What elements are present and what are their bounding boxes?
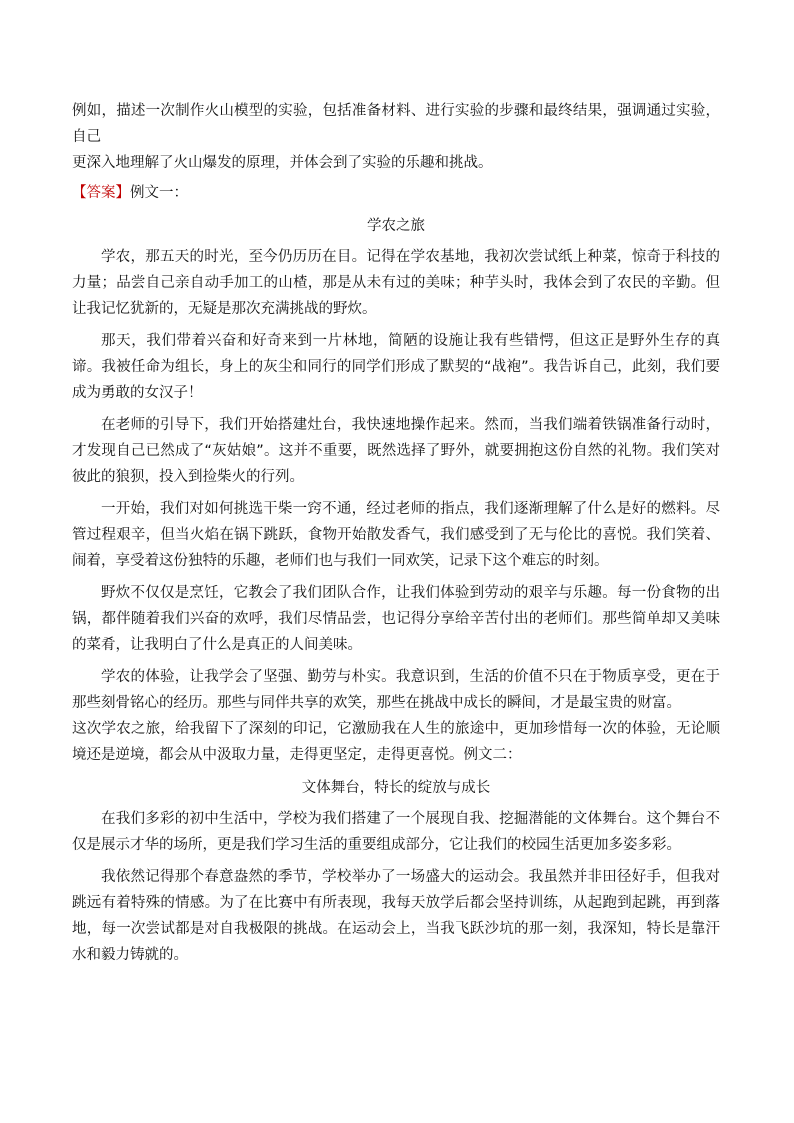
essay1-title: 学农之旅 [367,218,425,234]
essay1-paragraph: 学农的体验，让我学会了坚强、勤劳与朴实。我意识到，生活的价值不只在于物质享受，更在于那些刻骨铭心的经历。那些与同伴共享的欢笑，那些在挑战中成长的瞬间，才是最宝贵的财富。 [72,669,720,711]
essay2-title: 文体舞台，特长的绽放与成长 [301,780,491,796]
intro-line-2: 更深入地理解了火山爆发的原理，并体会到了实验的乐趣和挑战。 [72,155,493,171]
essay1-paragraph: 在老师的引导下，我们开始搭建灶台，我快速地操作起来。然而，当我们端着铁锅准备行动时，才发现自己已然成了“灰姑娘”。这并不重要，既然选择了野外，就要拥抱这份自然的礼物。我们笑对彼此的狼狈，投入到捡柴火的行列。 [72,417,720,485]
essay2-paragraph: 我依然记得那个春意盎然的季节，学校举办了一场盛大的运动会。我虽然并非田径好手，但我对跳远有着特殊的情感。为了在比赛中有所表现，我每天放学后都会坚持训练，从起跑到起跳，再到落地，每一次尝试都是对自我极限的挑战。在运动会上，当我飞跃沙坑的那一刻，我深知，特长是靠汗水和毅力铸就的。 [72,869,720,963]
essay1-paragraph: 学农，那五天的时光，至今仍历历在目。记得在学农基地，我初次尝试纸上种菜，惊奇于科技的力量；品尝自己亲自动手加工的山楂，那是从未有过的美味；种芋头时，我体会到了农民的辛勤。但让我记忆犹新的，无疑是那次充满挑战的野炊。 [72,249,720,317]
answer-text: 例文一： [130,185,188,201]
intro-paragraph [72,98,720,176]
essay1-paragraph: 一开始，我们对如何挑选干柴一窍不通，经过老师的指点，我们逐渐理解了什么是好的燃料。尽管过程艰辛，但当火焰在锅下跳跃，食物开始散发香气，我们感受到了无与伦比的喜悦。我们笑着、闹着，享受着这份独特的乐趣，老师们也与我们一同欢笑，记录下这个难忘的时刻。 [72,501,720,569]
answer-heading [72,180,720,206]
essay1-paragraph: 那天，我们带着兴奋和好奇来到一片林地，简陋的设施让我有些错愕，但这正是野外生存的真谛。我被任命为组长，身上的灰尘和同行的同学们形成了默契的“战袍”。我告诉自己，此刻，我们要成为勇敢的女汉子！ [72,333,720,401]
essay1-paragraph: 野炊不仅仅是烹饪，它教会了我们团队合作，让我们体验到劳动的艰辛与乐趣。每一份食物的出锅，都伴随着我们兴奋的欢呼，我们尽情品尝，也记得分享给辛苦付出的老师们。那些简单却又美味的菜肴，让我明白了什么是真正的人间美味。 [72,585,720,653]
essay1-closing-paragraph: 这次学农之旅，给我留下了深刻的印记，它激励我在人生的旅途中，更加珍惜每一次的体验，无论顺境还是逆境，都会从中汲取力量，走得更坚定，走得更喜悦。例文二： [72,721,720,763]
intro-line-1: 例如，描述一次制作火山模型的实验，包括准备材料、进行实验的步骤和最终结果，强调通过实验，自己 [72,103,720,145]
document-body [72,98,720,968]
essay2-paragraph: 在我们多彩的初中生活中，学校为我们搭建了一个展现自我、挖掘潜能的文体舞台。这个舞台不仅是展示才华的场所，更是我们学习生活的重要组成部分，它让我们的校园生活更加多姿多彩。 [72,811,720,853]
answer-tag: 【答案】 [72,185,130,201]
